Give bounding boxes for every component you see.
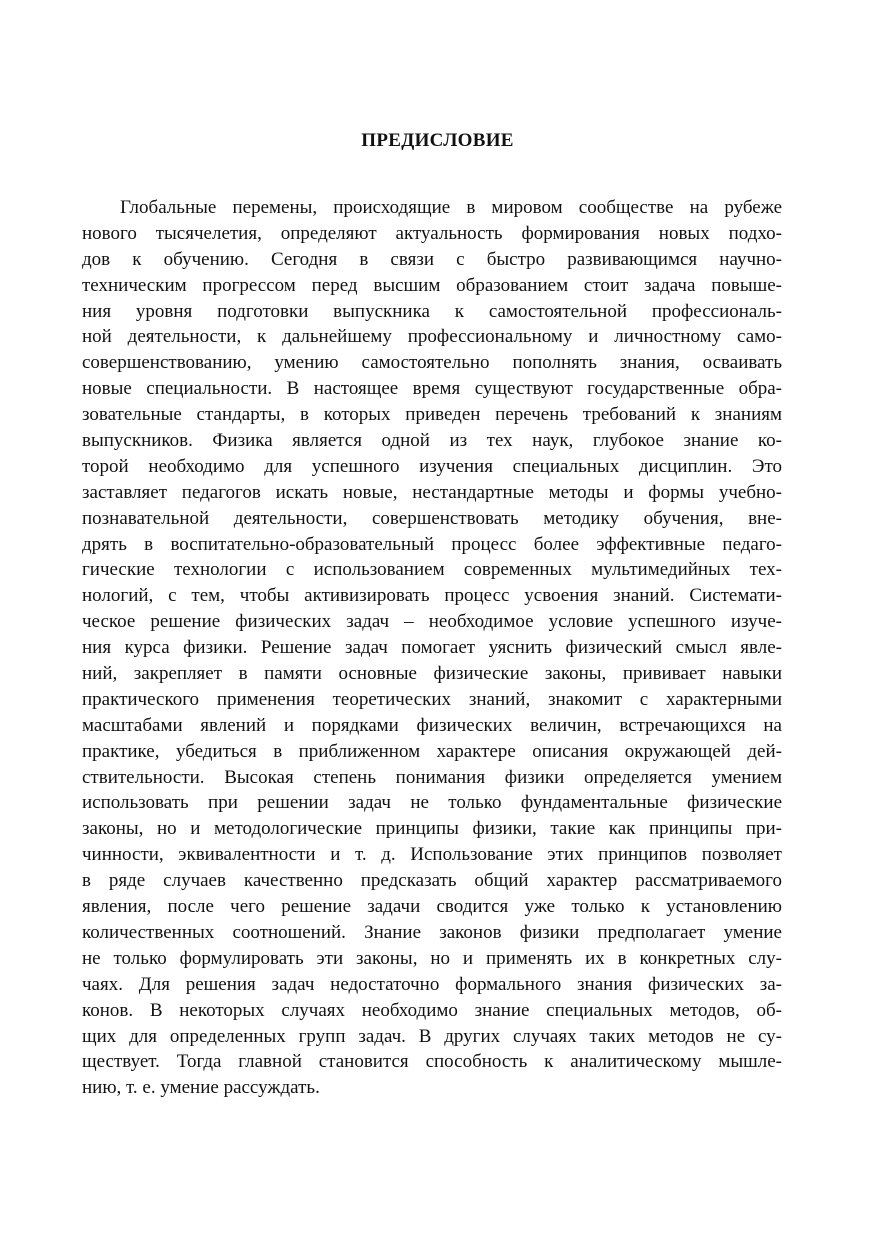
text-line: зовательные стандарты, в которых приведен перечень требований к знаниям [82,404,782,426]
text-line: масштабами явлений и порядками физических величин, встречающихся на [82,714,782,736]
text-line: ния уровня подготовки выпускника к самостоятельной профессиональ- [82,300,782,322]
text-line: нового тысячелетия, определяют актуальность формирования новых подхо- [82,222,782,244]
text-line: нию, т. е. умение рассуждать. [82,1077,320,1099]
text-line: чаях. Для решения задач недостаточно формального знания физических за- [82,973,782,995]
text-line: техническим прогрессом перед высшим образованием стоит задача повыше- [82,274,782,296]
text-line: познавательной деятельности, совершенствовать методику обучения, вне- [82,507,782,529]
text-line: в ряде случаев качественно предсказать общий характер рассматриваемого [82,870,782,892]
text-line: использовать при решении задач не только фундаментальные физические [82,792,782,814]
text-line: ществует. Тогда главной становится способность к аналитическому мышле- [82,1051,782,1073]
text-line: законы, но и методологические принципы физики, такие как принципы при- [82,818,782,840]
text-line: чинности, эквивалентности и т. д. Использование этих принципов позволяет [82,844,782,866]
text-line: дов к обучению. Сегодня в связи с быстро развивающимся научно- [82,248,782,270]
text-line: практического применения теоретических знаний, знакомит с характерными [82,688,782,710]
text-line: дрять в воспитательно-образовательный процесс более эффективные педаго- [82,533,782,555]
text-line: щих для определенных групп задач. В других случаях таких методов не су- [82,1025,782,1047]
text-line: заставляет педагогов искать новые, нестандартные методы и формы учебно- [82,481,782,503]
text-line: не только формулировать эти законы, но и применять их в конкретных слу- [82,947,782,969]
text-line: ческое решение физических задач – необходимое условие успешного изуче- [82,611,782,633]
preface-paragraph [82,195,782,1101]
text-line: ний, закрепляет в памяти основные физические законы, прививает навыки [82,663,782,685]
text-line: выпускников. Физика является одной из тех наук, глубокое знание ко- [82,430,782,452]
text-line: ния курса физики. Решение задач помогает уяснить физический смысл явле- [82,637,782,659]
text-line: явления, после чего решение задачи сводится уже только к установлению [82,896,782,918]
text-line: совершенствованию, умению самостоятельно пополнять знания, осваивать [82,352,782,374]
text-line: ствительности. Высокая степень понимания физики определяется умением [82,766,782,788]
text-line: конов. В некоторых случаях необходимо знание специальных методов, об- [82,999,782,1021]
text-line: практике, убедиться в приближенном характере описания окружающей дей- [82,740,782,762]
text-line: количественных соотношений. Знание законов физики предполагает умение [82,921,782,943]
text-line: нологий, с тем, чтобы активизировать процесс усвоения знаний. Системати- [82,585,782,607]
text-line: новые специальности. В настоящее время существуют государственные обра- [82,378,782,400]
page-title: ПРЕДИСЛОВИЕ [361,130,514,151]
text-line: Глобальные перемены, происходящие в мировом сообществе на рубеже [120,197,782,218]
text-line: торой необходимо для успешного изучения специальных дисциплин. Это [82,455,782,477]
text-line: ной деятельности, к дальнейшему профессиональному и личностному само- [82,326,782,348]
text-line: гические технологии с использованием современных мультимедийных тех- [82,559,782,581]
